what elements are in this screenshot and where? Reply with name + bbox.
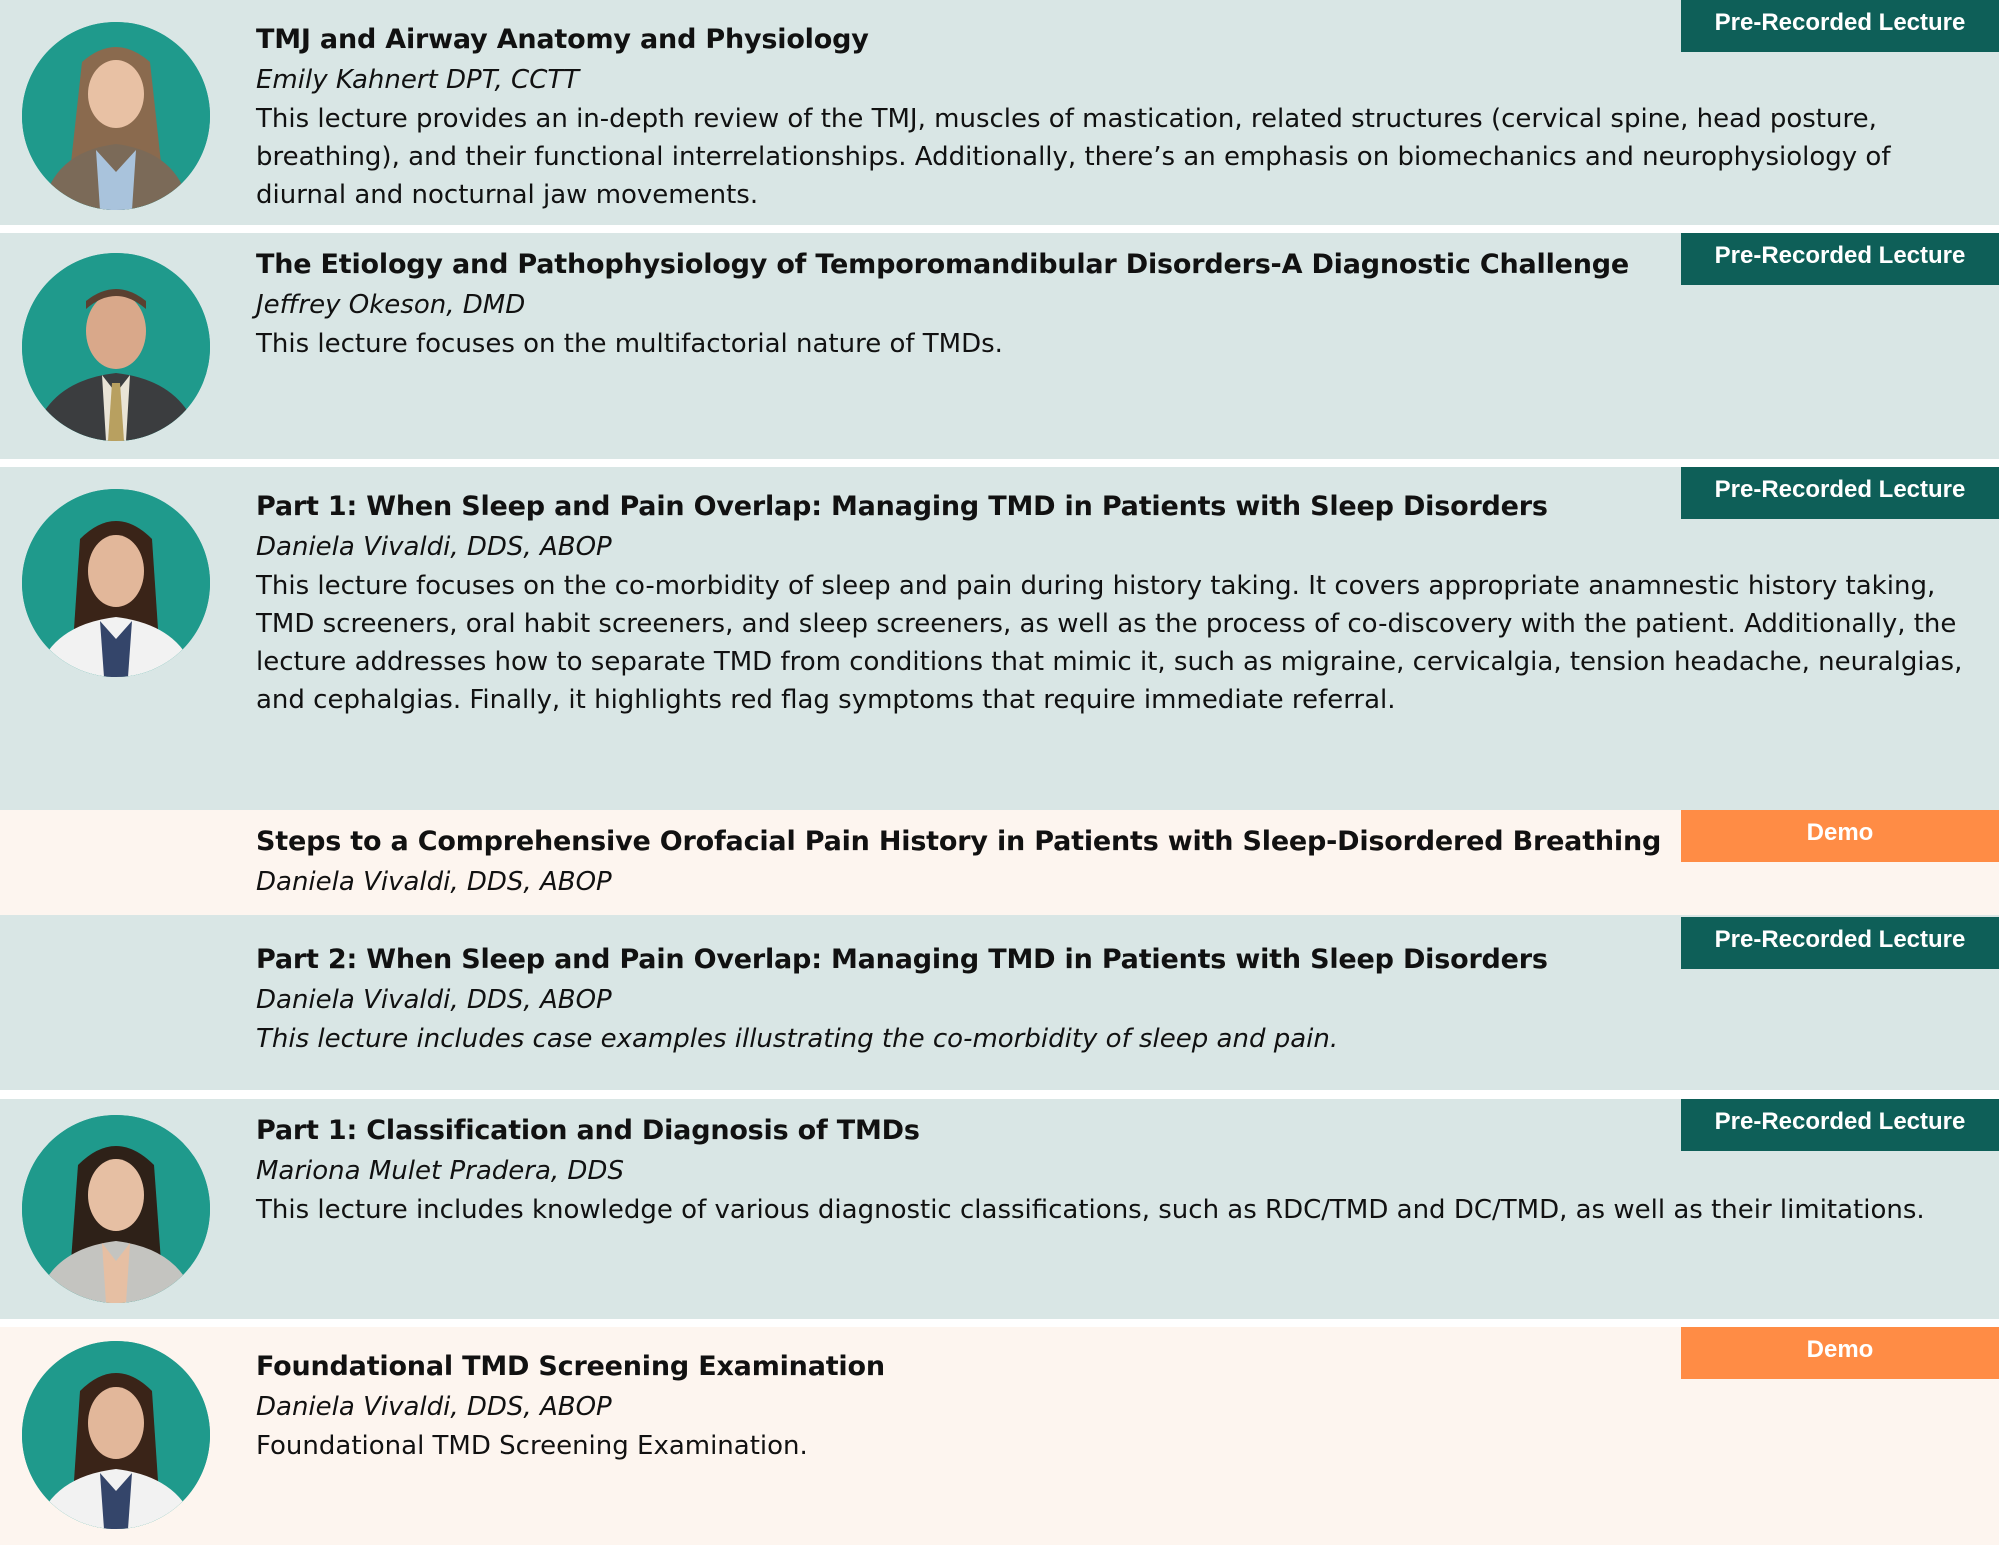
session-description: This lecture includes knowledge of various diagnostic classifications, such as RDC/TMD and DC/TMD, as well as their limitations. bbox=[256, 1195, 1925, 1225]
speaker-name: Daniela Vivaldi, DDS, ABOP bbox=[256, 532, 612, 562]
session-title: Part 1: Classification and Diagnosis of TMDs bbox=[256, 1115, 920, 1146]
session-type-badge: Pre-Recorded Lecture bbox=[1681, 233, 1999, 285]
session-title: Steps to a Comprehensive Orofacial Pain History in Patients with Sleep-Disordered Breathing bbox=[256, 826, 1662, 857]
session-type-badge: Demo bbox=[1681, 1327, 1999, 1379]
speaker-photo bbox=[22, 22, 210, 210]
session-row bbox=[0, 467, 1999, 810]
speaker-name: Daniela Vivaldi, DDS, ABOP bbox=[256, 1392, 612, 1422]
session-description: Foundational TMD Screening Examination. bbox=[256, 1431, 808, 1461]
session-row bbox=[0, 915, 1999, 1090]
speaker-photo bbox=[22, 1341, 210, 1529]
session-row bbox=[0, 1099, 1999, 1319]
session-description: This lecture provides an in-depth review of the TMJ, muscles of mastication, related structures (cervical spine, head posture, breathing), and their functional interrelationships. Additionally, there’s an emphasis on biomechanics and neurophysiology of diurnal and nocturnal jaw movements. bbox=[256, 104, 1891, 210]
speaker-name: Mariona Mulet Pradera, DDS bbox=[256, 1156, 624, 1186]
session-row bbox=[0, 233, 1999, 459]
speaker-photo bbox=[22, 253, 210, 441]
speaker-name: Daniela Vivaldi, DDS, ABOP bbox=[256, 985, 612, 1015]
session-title: The Etiology and Pathophysiology of Temporomandibular Disorders-A Diagnostic Challenge bbox=[256, 249, 1630, 280]
session-type-badge: Pre-Recorded Lecture bbox=[1681, 1099, 1999, 1151]
session-description: This lecture includes case examples illustrating the co-morbidity of sleep and pain. bbox=[256, 1024, 1339, 1054]
speaker-photo bbox=[22, 1115, 210, 1303]
session-title: Part 2: When Sleep and Pain Overlap: Managing TMD in Patients with Sleep Disorders bbox=[256, 944, 1548, 975]
session-type-badge: Pre-Recorded Lecture bbox=[1681, 467, 1999, 519]
session-row bbox=[0, 0, 1999, 225]
speaker-name: Daniela Vivaldi, DDS, ABOP bbox=[256, 867, 612, 897]
session-description: This lecture focuses on the co-morbidity of sleep and pain during history taking. It covers appropriate anamnestic history taking, TMD screeners, oral habit screeners, and sleep screeners, as well as the process of co-discovery with the patient. Additionally, the lecture addresses how to separate TMD from conditions that mimic it, such as migraine, cervicalgia, tension headache, neuralgias, and cephalgias. Finally, it highlights red flag symptoms that require immediate referral. bbox=[256, 571, 1963, 715]
session-type-badge: Pre-Recorded Lecture bbox=[1681, 0, 1999, 52]
session-row bbox=[0, 810, 1999, 915]
session-title: Part 1: When Sleep and Pain Overlap: Managing TMD in Patients with Sleep Disorders bbox=[256, 491, 1548, 522]
session-title: Foundational TMD Screening Examination bbox=[256, 1351, 885, 1382]
session-row bbox=[0, 1327, 1999, 1545]
session-type-badge: Demo bbox=[1681, 810, 1999, 862]
speaker-name: Jeffrey Okeson, DMD bbox=[256, 290, 526, 320]
session-title: TMJ and Airway Anatomy and Physiology bbox=[256, 24, 869, 55]
session-type-badge: Pre-Recorded Lecture bbox=[1681, 917, 1999, 969]
speaker-photo bbox=[22, 489, 210, 677]
session-description: This lecture focuses on the multifactorial nature of TMDs. bbox=[256, 329, 1003, 359]
speaker-name: Emily Kahnert DPT, CCTT bbox=[256, 65, 580, 95]
